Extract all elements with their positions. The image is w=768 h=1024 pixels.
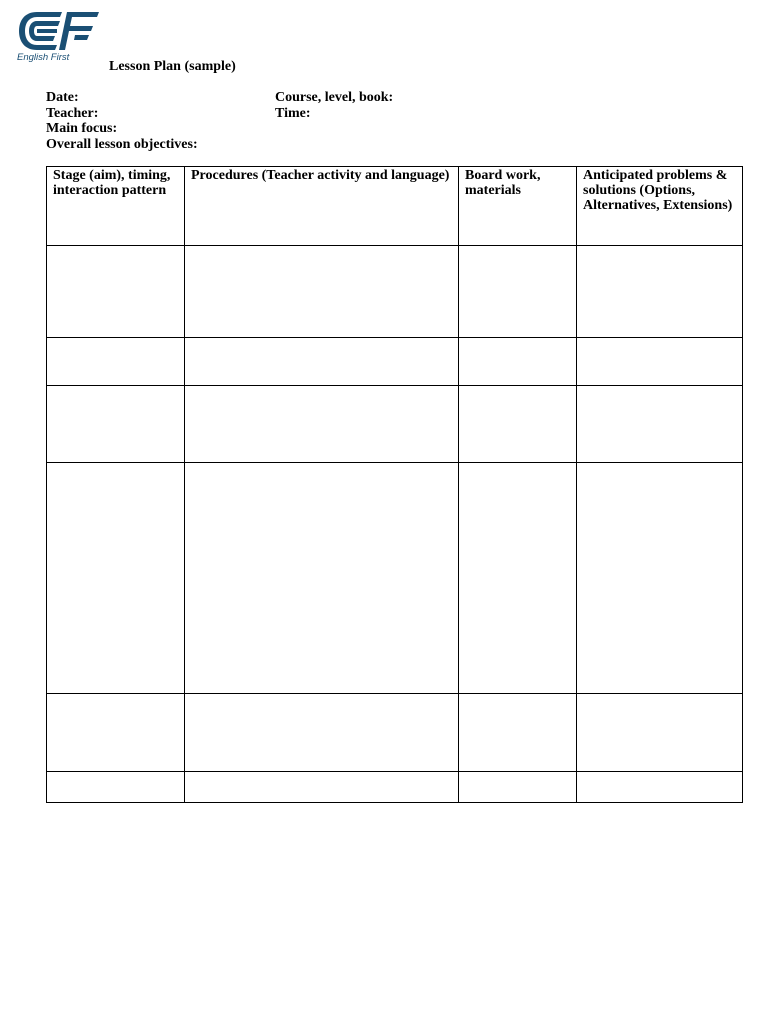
table-row — [47, 386, 743, 463]
table-cell[interactable] — [577, 694, 743, 772]
table-cell[interactable] — [459, 772, 577, 803]
table-cell[interactable] — [577, 463, 743, 694]
table-cell[interactable] — [577, 246, 743, 338]
table-cell[interactable] — [459, 463, 577, 694]
table-cell[interactable] — [459, 338, 577, 386]
course-label: Course, level, book: — [275, 90, 394, 105]
teacher-label: Teacher: — [46, 105, 99, 121]
table-row — [47, 772, 743, 803]
table-cell[interactable] — [47, 463, 185, 694]
table-cell[interactable] — [47, 338, 185, 386]
table-row — [47, 694, 743, 772]
table-cell[interactable] — [459, 386, 577, 463]
header-procedures: Procedures (Teacher activity and language) — [185, 167, 459, 246]
header-anticipated-problems: Anticipated problems & solutions (Options, Alternatives, Extensions) — [577, 167, 743, 246]
table-cell[interactable] — [47, 694, 185, 772]
table-cell[interactable] — [47, 386, 185, 463]
table-cell[interactable] — [577, 338, 743, 386]
lesson-plan-table — [46, 166, 743, 803]
table-cell[interactable] — [185, 463, 459, 694]
ef-logo-mark — [15, 8, 101, 54]
table-cell[interactable] — [47, 772, 185, 803]
table-cell[interactable] — [47, 246, 185, 338]
header-board-work: Board work, materials — [459, 167, 577, 246]
ef-logo — [15, 8, 101, 66]
logo-caption: English First — [17, 52, 70, 63]
header-stage: Stage (aim), timing, interaction pattern — [47, 167, 185, 246]
table-cell[interactable] — [185, 386, 459, 463]
table-row — [47, 246, 743, 338]
table-cell[interactable] — [459, 246, 577, 338]
time-label: Time: — [275, 105, 311, 121]
table-cell[interactable] — [577, 386, 743, 463]
table-cell[interactable] — [185, 338, 459, 386]
objectives-label: Overall lesson objectives: — [46, 136, 198, 152]
table-cell[interactable] — [185, 694, 459, 772]
main-focus-label: Main focus: — [46, 121, 118, 136]
table-cell[interactable] — [185, 246, 459, 338]
document-title: Lesson Plan (sample) — [109, 59, 236, 74]
table-cell[interactable] — [459, 694, 577, 772]
meta-fields-left — [46, 90, 198, 152]
table-cell[interactable] — [577, 772, 743, 803]
table-header-row — [47, 167, 743, 246]
table-row — [47, 463, 743, 694]
table-cell[interactable] — [185, 772, 459, 803]
meta-fields-right — [275, 90, 393, 121]
date-label: Date: — [46, 90, 79, 105]
table-row — [47, 338, 743, 386]
